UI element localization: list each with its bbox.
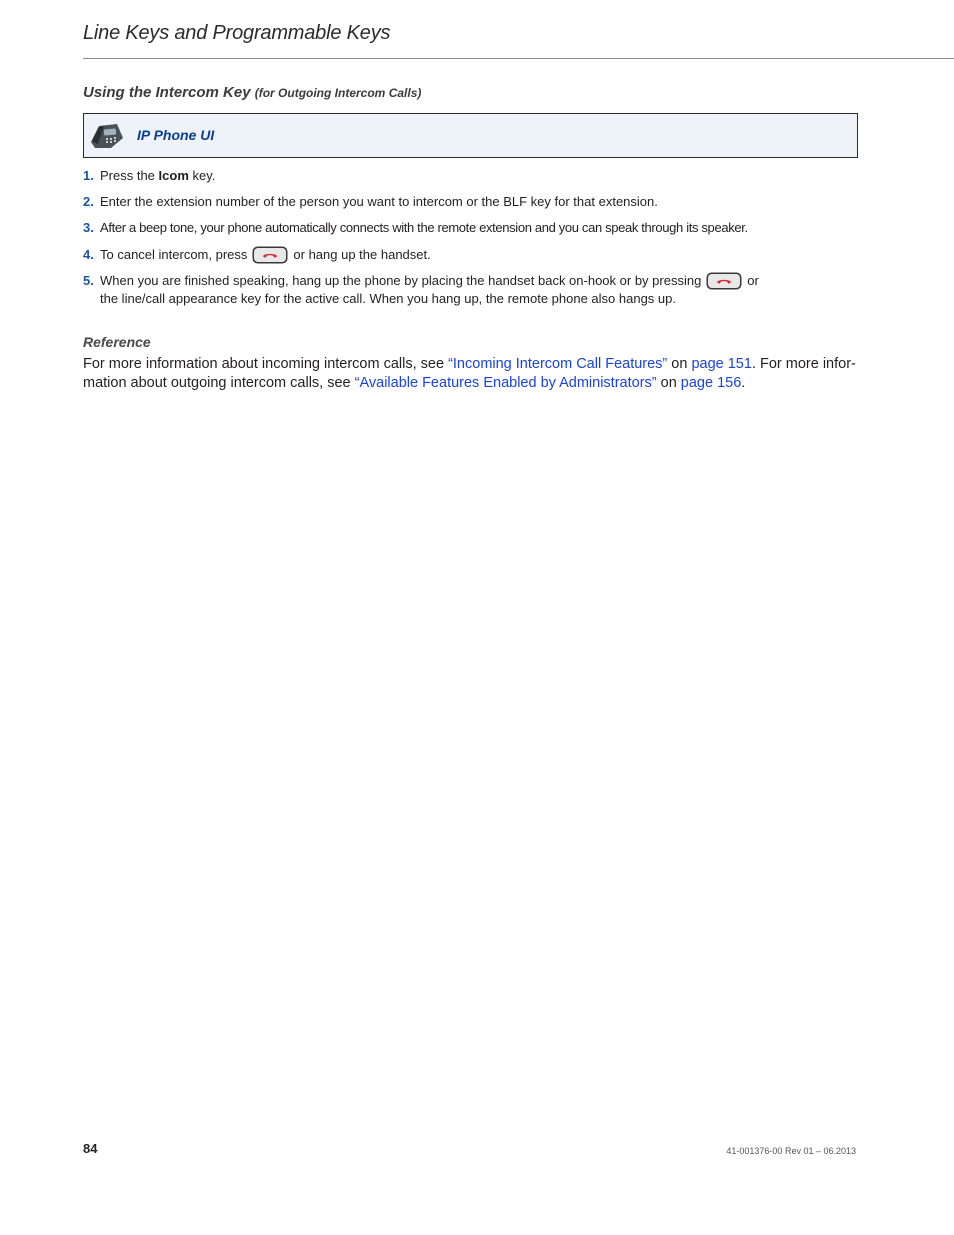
available-features-link[interactable]: “Available Features Enabled by Administrators”: [354, 375, 657, 391]
step-text: [100, 167, 215, 185]
step-number: 1.: [83, 168, 94, 183]
step-number: 5.: [83, 273, 94, 288]
incoming-intercom-link[interactable]: “Incoming Intercom Call Features”: [448, 356, 668, 372]
section-heading-sub: (for Outgoing Intercom Calls): [254, 86, 422, 100]
step-text-pre: When you are finished speaking, hang up the phone by placing the handset back on-hook or by pressing: [100, 273, 702, 288]
reference-heading: Reference: [83, 334, 151, 350]
ip-phone-ui-banner: [83, 113, 858, 158]
step-text-line2: the line/call appearance key for the active call. When you hang up, the remote phone also hangs up.: [100, 291, 676, 306]
reference-text: on: [656, 375, 681, 391]
reference-text: . For more infor-: [751, 356, 856, 372]
header-divider: [83, 58, 954, 59]
step-text-post: or: [747, 273, 759, 288]
step-text: [100, 272, 759, 291]
step-text: After a beep tone, your phone automatically connects with the remote extension and you can speak through its speaker.: [100, 220, 748, 235]
section-heading-main: Using the Intercom Key: [83, 84, 255, 101]
desk-phone-icon: [87, 120, 125, 150]
step-text-post: key.: [188, 168, 216, 183]
reference-paragraph: [83, 355, 873, 393]
step-text: [100, 246, 431, 265]
ui-banner-label: IP Phone UI: [137, 127, 215, 143]
reference-text: .: [741, 375, 746, 391]
chapter-title: Line Keys and Programmable Keys: [83, 22, 391, 44]
step-text-post: or hang up the handset.: [293, 247, 431, 262]
end-call-key-icon: [706, 272, 742, 290]
page-151-link[interactable]: page 151: [691, 356, 752, 372]
reference-text: mation about outgoing intercom calls, see: [83, 375, 355, 391]
step-text: Enter the extension number of the person you want to intercom or the BLF key for that extension.: [100, 194, 658, 209]
reference-text: on: [667, 356, 692, 372]
reference-text: For more information about incoming intercom calls, see: [83, 356, 449, 372]
step-text-pre: Press the: [100, 168, 159, 183]
document-id: 41-001376-00 Rev 01 – 06.2013: [726, 1146, 856, 1156]
icom-key-label: Icom: [158, 168, 189, 183]
end-call-key-icon: [252, 246, 288, 264]
step-number: 2.: [83, 194, 94, 209]
step-number: 3.: [83, 220, 94, 235]
page-number: 84: [83, 1141, 98, 1156]
section-heading: [83, 84, 421, 101]
step-number: 4.: [83, 247, 94, 262]
page-156-link[interactable]: page 156: [680, 375, 742, 391]
step-text-pre: To cancel intercom, press: [100, 247, 248, 262]
